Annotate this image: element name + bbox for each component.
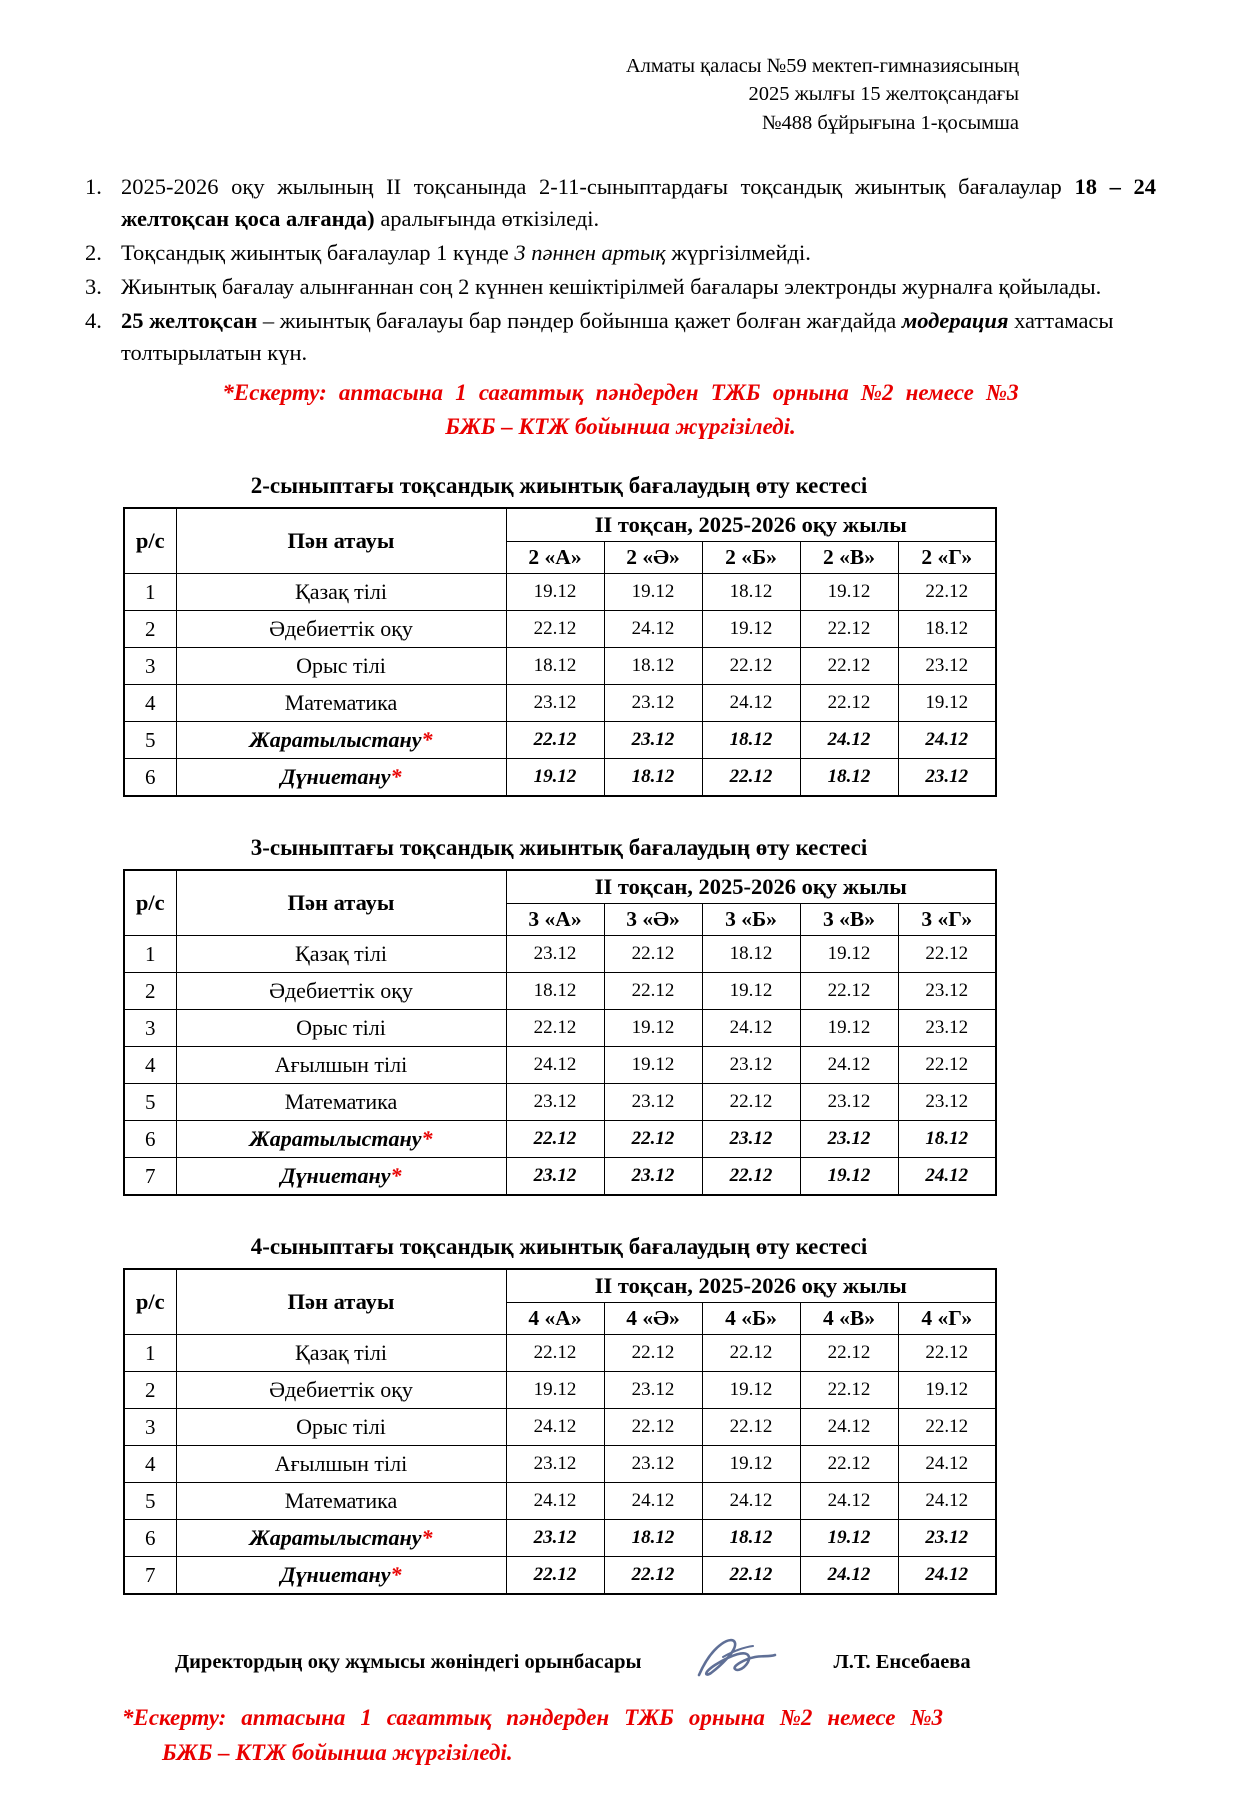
col-header-subject: Пән атауы <box>176 870 506 936</box>
table-row <box>124 1084 996 1121</box>
exam-date: 22.12 <box>702 1409 800 1446</box>
exam-date: 23.12 <box>604 685 702 722</box>
subject-name: Ағылшын тілі <box>176 1047 506 1084</box>
table-row <box>124 722 996 759</box>
signature-image <box>689 1633 781 1691</box>
exam-date: 24.12 <box>604 611 702 648</box>
table-row <box>124 1372 996 1409</box>
list-item-3 <box>85 271 1156 303</box>
table-row <box>124 973 996 1010</box>
exam-date: 23.12 <box>506 936 604 973</box>
table-section-3-grade <box>123 835 995 1196</box>
exam-date: 22.12 <box>898 1047 996 1084</box>
list-item-number: 1. <box>85 173 102 199</box>
col-header-term: II тоқсан, 2025-2026 оқу жылы <box>506 1269 996 1303</box>
note-top-line-1: *Ескерту: аптасына 1 сағаттық пәндерден ТЖБ орнына №2 немесе №3 <box>222 380 1019 406</box>
exam-date: 22.12 <box>506 722 604 759</box>
subject-name: Дүниетану* <box>176 1557 506 1595</box>
letterhead-line-3: №488 бұйрығына 1-қосымша <box>761 111 1019 134</box>
exam-date: 19.12 <box>702 611 800 648</box>
exam-date: 24.12 <box>898 1158 996 1196</box>
col-header-class: 2 «Г» <box>898 542 996 574</box>
asterisk-mark: * <box>421 1126 433 1152</box>
table-row <box>124 1446 996 1483</box>
exam-date: 23.12 <box>506 1520 604 1557</box>
exam-date: 23.12 <box>800 1084 898 1121</box>
subject-name: Орыс тілі <box>176 1010 506 1047</box>
exam-date: 23.12 <box>506 1084 604 1121</box>
table-row <box>124 574 996 611</box>
note-top-line-2: БЖБ – КТЖ бойынша жүргізіледі. <box>445 413 796 439</box>
exam-date: 22.12 <box>702 1335 800 1372</box>
exam-date: 23.12 <box>604 1158 702 1196</box>
subject-name: Дүниетану* <box>176 1158 506 1196</box>
exam-date: 19.12 <box>898 685 996 722</box>
subject-name: Қазақ тілі <box>176 574 506 611</box>
exam-date: 19.12 <box>702 1372 800 1409</box>
exam-date: 19.12 <box>604 1047 702 1084</box>
table-title: 2-сыныптағы тоқсандық жиынтық бағалаудың өту кестесі <box>250 473 868 499</box>
subject-name: Жаратылыстану* <box>176 722 506 759</box>
subject-name: Қазақ тілі <box>176 936 506 973</box>
signer-role: Директордың оқу жұмысы жөніндегі орынбасары <box>175 1650 642 1673</box>
col-header-class: 2 «Б» <box>702 542 800 574</box>
subject-name: Жаратылыстану* <box>176 1121 506 1158</box>
exam-date: 22.12 <box>506 611 604 648</box>
exam-date: 18.12 <box>702 722 800 759</box>
exam-date: 24.12 <box>898 1557 996 1595</box>
table-row <box>124 611 996 648</box>
schedule-table <box>123 869 997 1196</box>
exam-date: 22.12 <box>702 759 800 797</box>
col-header-class: 3 «В» <box>800 904 898 936</box>
asterisk-mark: * <box>421 727 433 753</box>
exam-date: 24.12 <box>800 1047 898 1084</box>
table-row <box>124 648 996 685</box>
exam-date: 18.12 <box>800 759 898 797</box>
exam-date: 18.12 <box>702 574 800 611</box>
table-row <box>124 1483 996 1520</box>
exam-date: 23.12 <box>898 1520 996 1557</box>
row-number: 1 <box>124 574 176 611</box>
signature-row <box>175 1633 1156 1691</box>
exam-date: 18.12 <box>898 1121 996 1158</box>
col-header-class: 3 «Ә» <box>604 904 702 936</box>
subject-name: Әдебиеттік оқу <box>176 973 506 1010</box>
subject-name: Математика <box>176 1084 506 1121</box>
row-number: 6 <box>124 1121 176 1158</box>
exam-date: 22.12 <box>800 611 898 648</box>
exam-date: 23.12 <box>604 1084 702 1121</box>
exam-date: 18.12 <box>702 1520 800 1557</box>
row-number: 1 <box>124 1335 176 1372</box>
exam-date: 22.12 <box>702 1158 800 1196</box>
schedule-table <box>123 507 997 797</box>
col-header-number: р/с <box>124 870 176 936</box>
col-header-number: р/с <box>124 508 176 574</box>
exam-date: 19.12 <box>604 1010 702 1047</box>
exam-date: 19.12 <box>702 973 800 1010</box>
exam-date: 22.12 <box>800 1335 898 1372</box>
exam-date: 22.12 <box>898 574 996 611</box>
table-row <box>124 1010 996 1047</box>
exam-date: 24.12 <box>506 1483 604 1520</box>
col-header-class: 3 «Г» <box>898 904 996 936</box>
schedule-tables <box>123 473 995 1595</box>
exam-date: 22.12 <box>800 648 898 685</box>
row-number: 5 <box>124 1084 176 1121</box>
table-section-4-grade <box>123 1234 995 1595</box>
row-number: 2 <box>124 611 176 648</box>
exam-date: 18.12 <box>702 936 800 973</box>
row-number: 6 <box>124 759 176 797</box>
exam-date: 18.12 <box>506 973 604 1010</box>
subject-name: Математика <box>176 685 506 722</box>
exam-date: 19.12 <box>506 574 604 611</box>
col-header-class: 2 «А» <box>506 542 604 574</box>
list-item-number: 2. <box>85 239 102 265</box>
col-header-class: 4 «Б» <box>702 1303 800 1335</box>
exam-date: 22.12 <box>702 1084 800 1121</box>
subject-name: Орыс тілі <box>176 1409 506 1446</box>
subject-name: Әдебиеттік оқу <box>176 1372 506 1409</box>
subject-name: Дүниетану* <box>176 759 506 797</box>
exam-date: 19.12 <box>800 574 898 611</box>
col-header-class: 4 «В» <box>800 1303 898 1335</box>
list-item-number: 3. <box>85 273 102 299</box>
table-row <box>124 936 996 973</box>
table-row <box>124 759 996 797</box>
col-header-class: 2 «В» <box>800 542 898 574</box>
col-header-subject: Пән атауы <box>176 1269 506 1335</box>
row-number: 5 <box>124 722 176 759</box>
exam-date: 23.12 <box>702 1121 800 1158</box>
exam-date: 23.12 <box>604 1446 702 1483</box>
exam-date: 19.12 <box>702 1446 800 1483</box>
exam-date: 23.12 <box>898 648 996 685</box>
exam-date: 22.12 <box>800 1446 898 1483</box>
table-row <box>124 1557 996 1595</box>
table-section-2-grade <box>123 473 995 797</box>
exam-date: 19.12 <box>800 1520 898 1557</box>
exam-date: 18.12 <box>506 648 604 685</box>
exam-date: 19.12 <box>898 1372 996 1409</box>
exam-date: 19.12 <box>604 574 702 611</box>
exam-date: 19.12 <box>506 1372 604 1409</box>
exam-date: 22.12 <box>800 973 898 1010</box>
exam-date: 19.12 <box>800 936 898 973</box>
exam-date: 22.12 <box>506 1335 604 1372</box>
row-number: 4 <box>124 1047 176 1084</box>
row-number: 6 <box>124 1520 176 1557</box>
table-row <box>124 1335 996 1372</box>
exam-date: 22.12 <box>604 936 702 973</box>
exam-date: 22.12 <box>898 1335 996 1372</box>
exam-date: 23.12 <box>604 722 702 759</box>
row-number: 5 <box>124 1483 176 1520</box>
asterisk-mark: * <box>390 1562 402 1588</box>
list-item-2 <box>85 237 1156 269</box>
exam-date: 22.12 <box>800 1372 898 1409</box>
asterisk-mark: * <box>421 1525 433 1551</box>
subject-name: Орыс тілі <box>176 648 506 685</box>
exam-date: 24.12 <box>898 1446 996 1483</box>
exam-date: 24.12 <box>702 1483 800 1520</box>
exam-date: 24.12 <box>898 722 996 759</box>
exam-date: 22.12 <box>604 1121 702 1158</box>
exam-date: 22.12 <box>506 1121 604 1158</box>
exam-date: 22.12 <box>702 1557 800 1595</box>
signer-name: Л.Т. Енсебаева <box>833 1650 971 1673</box>
row-number: 1 <box>124 936 176 973</box>
exam-date: 23.12 <box>506 1158 604 1196</box>
note-bottom-line-2: БЖБ – КТЖ бойынша жүргізіледі. <box>162 1739 513 1765</box>
body-content <box>85 171 1156 443</box>
exam-date: 23.12 <box>506 1446 604 1483</box>
list-item-4 <box>85 305 1156 369</box>
list-item-text: Жиынтық бағалау алынғаннан соң 2 күннен кешіктірілмей бағалары электронды журналға қойылады. <box>121 273 1102 299</box>
exam-date: 23.12 <box>898 1010 996 1047</box>
col-header-term: II тоқсан, 2025-2026 оқу жылы <box>506 508 996 542</box>
row-number: 3 <box>124 1010 176 1047</box>
col-header-class: 3 «А» <box>506 904 604 936</box>
letterhead <box>0 52 1241 137</box>
row-number: 4 <box>124 1446 176 1483</box>
exam-date: 19.12 <box>800 1158 898 1196</box>
exam-date: 24.12 <box>506 1047 604 1084</box>
exam-date: 18.12 <box>898 611 996 648</box>
col-header-class: 4 «Г» <box>898 1303 996 1335</box>
exam-date: 23.12 <box>604 1372 702 1409</box>
table-row <box>124 685 996 722</box>
exam-date: 23.12 <box>898 759 996 797</box>
exam-date: 18.12 <box>604 648 702 685</box>
asterisk-mark: * <box>390 1163 402 1189</box>
exam-date: 22.12 <box>604 1409 702 1446</box>
exam-date: 18.12 <box>604 759 702 797</box>
letterhead-line-2: 2025 жылғы 15 желтоқсандағы <box>748 83 1019 106</box>
exam-date: 23.12 <box>898 973 996 1010</box>
exam-date: 24.12 <box>800 722 898 759</box>
row-number: 2 <box>124 973 176 1010</box>
table-row <box>124 1047 996 1084</box>
note-top <box>85 376 1156 443</box>
exam-date: 24.12 <box>506 1409 604 1446</box>
list-item-text: 25 желтоқсан – жиынтық бағалауы бар пәндер бойынша қажет болған жағдайда модерация хаттамасы толтырылатын күн. <box>121 307 1114 365</box>
subject-name: Математика <box>176 1483 506 1520</box>
exam-date: 22.12 <box>800 685 898 722</box>
row-number: 7 <box>124 1158 176 1196</box>
exam-date: 22.12 <box>604 973 702 1010</box>
exam-date: 22.12 <box>898 936 996 973</box>
row-number: 2 <box>124 1372 176 1409</box>
letterhead-line-1: Алматы қаласы №59 мектеп-гимназиясының <box>625 55 1019 77</box>
schedule-table <box>123 1268 997 1595</box>
col-header-term: II тоқсан, 2025-2026 оқу жылы <box>506 870 996 904</box>
exam-date: 22.12 <box>604 1335 702 1372</box>
row-number: 7 <box>124 1557 176 1595</box>
asterisk-mark: * <box>390 764 402 790</box>
col-header-class: 4 «А» <box>506 1303 604 1335</box>
table-row <box>124 1158 996 1196</box>
numbered-list <box>85 171 1156 369</box>
exam-date: 24.12 <box>702 685 800 722</box>
exam-date: 23.12 <box>800 1121 898 1158</box>
list-item-text: Тоқсандық жиынтық бағалаулар 1 күнде 3 пәннен артық жүргізілмейді. <box>121 239 811 265</box>
exam-date: 24.12 <box>604 1483 702 1520</box>
exam-date: 24.12 <box>800 1483 898 1520</box>
exam-date: 24.12 <box>898 1483 996 1520</box>
subject-name: Қазақ тілі <box>176 1335 506 1372</box>
exam-date: 23.12 <box>702 1047 800 1084</box>
exam-date: 19.12 <box>800 1010 898 1047</box>
exam-date: 22.12 <box>702 648 800 685</box>
table-row <box>124 1520 996 1557</box>
row-number: 3 <box>124 648 176 685</box>
exam-date: 22.12 <box>604 1557 702 1595</box>
row-number: 3 <box>124 1409 176 1446</box>
row-number: 4 <box>124 685 176 722</box>
subject-name: Ағылшын тілі <box>176 1446 506 1483</box>
col-header-class: 4 «Ә» <box>604 1303 702 1335</box>
exam-date: 18.12 <box>604 1520 702 1557</box>
exam-date: 22.12 <box>506 1010 604 1047</box>
list-item-number: 4. <box>85 307 102 333</box>
list-item-1 <box>85 171 1156 235</box>
exam-date: 22.12 <box>506 1557 604 1595</box>
subject-name: Әдебиеттік оқу <box>176 611 506 648</box>
table-title: 4-сыныптағы тоқсандық жиынтық бағалаудың өту кестесі <box>250 1234 868 1260</box>
note-bottom <box>122 1701 1151 1770</box>
exam-date: 24.12 <box>800 1409 898 1446</box>
exam-date: 23.12 <box>898 1084 996 1121</box>
exam-date: 24.12 <box>800 1557 898 1595</box>
exam-date: 23.12 <box>506 685 604 722</box>
list-item-text: 2025-2026 оқу жылының II тоқсанында 2-11-сыныптардағы тоқсандық жиынтық бағалаулар 18 – 24 желтоқсан қоса алғанда) аралығында өткізіледі. <box>121 173 1156 231</box>
table-row <box>124 1409 996 1446</box>
col-header-class: 3 «Б» <box>702 904 800 936</box>
exam-date: 19.12 <box>506 759 604 797</box>
exam-date: 22.12 <box>898 1409 996 1446</box>
subject-name: Жаратылыстану* <box>176 1520 506 1557</box>
col-header-number: р/с <box>124 1269 176 1335</box>
note-bottom-line-1: *Ескерту: аптасына 1 сағаттық пәндерден ТЖБ орнына №2 немесе №3 <box>122 1705 943 1731</box>
table-row <box>124 1121 996 1158</box>
col-header-subject: Пән атауы <box>176 508 506 574</box>
exam-date: 24.12 <box>702 1010 800 1047</box>
col-header-class: 2 «Ә» <box>604 542 702 574</box>
table-title: 3-сыныптағы тоқсандық жиынтық бағалаудың өту кестесі <box>250 835 868 861</box>
